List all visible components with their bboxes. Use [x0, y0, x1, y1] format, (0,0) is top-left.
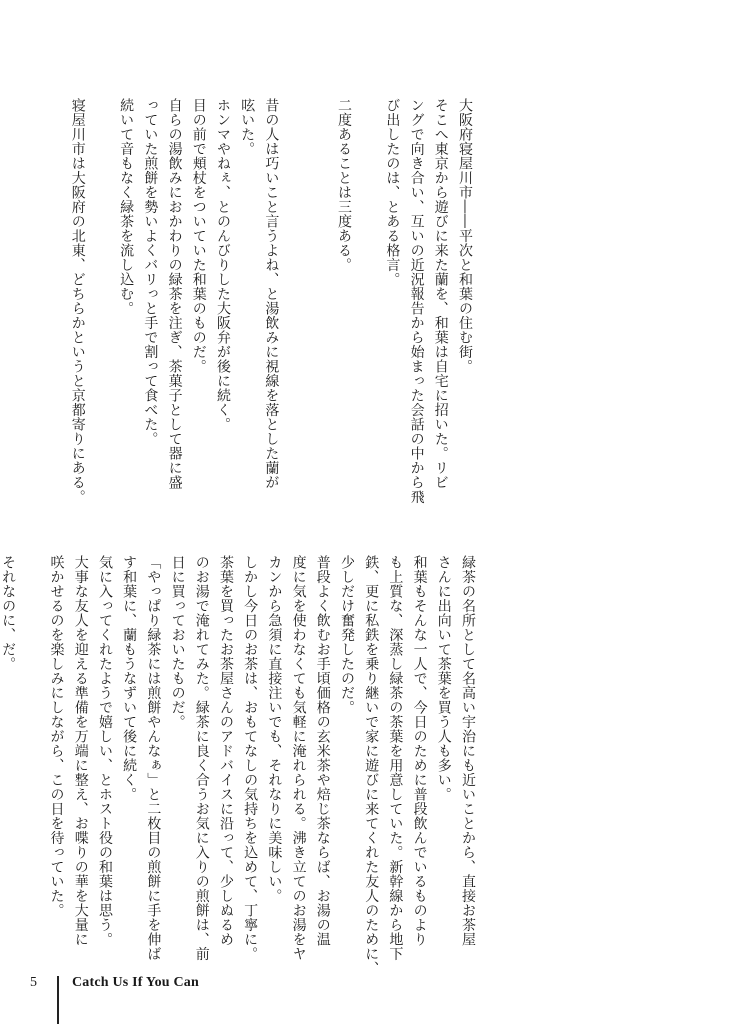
text-line: 目の前で頬杖をついていた和葉のものだ。 [190, 98, 207, 374]
text-line: 「やっぱり緑茶には煎餅やんなぁ」と二枚目の煎餅に手を伸ば [145, 555, 162, 961]
text-line: 昔の人は巧いこと言うよね、と湯飲みに視線を落とした蘭が [263, 98, 280, 490]
text-line: 呟いた。 [239, 98, 256, 156]
text-line: 自らの湯飲みにおかわりの緑茶を注ぎ、茶菓子として器に盛 [166, 98, 183, 490]
text-line: 咲かせるのを楽しみにしながら、この日を待っていた。 [48, 555, 65, 918]
text-line: 度に気を使わなくても気軽に淹れられる。沸き立てのお湯をヤ [290, 555, 307, 961]
text-line [308, 98, 332, 498]
text-line: ングで向き合い、互いの近況報告から始まった会話の中から飛 [408, 98, 425, 504]
text-line: 緑茶の名所として名高い宇治にも近いことから、直接お茶屋 [460, 555, 476, 947]
text-line: それなのに、だ。 [0, 555, 17, 671]
page-number: 5 [30, 975, 37, 990]
text-line: 続いて音もなく緑茶を流し込む。 [118, 98, 135, 316]
text-line [20, 555, 44, 955]
text-line: び出したのは、とある格言。 [384, 98, 401, 287]
text-line: さんに出向いて茶葉を買う人も多い。 [435, 555, 452, 802]
text-block-bottom [0, 555, 480, 976]
text-line: 鉄、更に私鉄を乗り継いで家に遊びに来てくれた友人のために、 [363, 555, 380, 976]
footer-rule [57, 976, 59, 1024]
text-line: 和葉もそんな一人で、今日のために普段飲んでいるものより [411, 555, 428, 947]
text-line: 気に入ってくれたようで嬉しい、とホスト役の和葉は思う。 [96, 555, 113, 947]
text-line: ホンマやねぇ、とのんびりした大阪弁が後に続く。 [214, 98, 231, 432]
text-line: しかし今日のお茶は、おもてなしの気持ちを込めて、丁寧に。 [242, 555, 259, 961]
text-line: カンから急須に直接注いでも、それなりに美味しい。 [266, 555, 283, 903]
text-line: っていた煎餅を勢いよくバリっと手で割って食べた。 [142, 98, 159, 446]
text-line: 普段よく飲むお手頃価格の玄米茶や焙じ茶ならば、お湯の温 [314, 555, 331, 947]
text-line: す和葉に、蘭もうなずいて後に続く。 [121, 555, 138, 802]
text-line: 大事な友人を迎える準備を万端に整え、お喋りの華を大量に [72, 555, 89, 947]
text-line: のお湯で淹れてみた。緑茶に良く合うお気に入りの煎餅は、前 [193, 555, 210, 961]
text-line [283, 98, 307, 498]
text-line: 寝屋川市は大阪府の北東、どちらかというと京都寄りにある。 [69, 98, 86, 504]
text-block-top [66, 98, 477, 504]
text-line: 日に買っておいたものだ。 [169, 555, 186, 729]
text-line: も上質な、深蒸し緑茶の茶葉を用意していた。新幹線から地下 [387, 555, 404, 961]
text-line [356, 98, 380, 498]
text-line [90, 98, 114, 498]
book-title: Catch Us If You Can [72, 975, 199, 990]
text-line: 茶葉を買ったお茶屋さんのアドバイスに沿って、少しぬるめ [217, 555, 234, 947]
text-line: 二度あることは三度ある。 [335, 98, 352, 272]
text-line: そこへ東京から遊びに来た蘭を、和葉は自宅に招いた。リビ [432, 98, 449, 490]
text-line: 大阪府寝屋川市――平次と和葉の住む街。 [457, 98, 473, 374]
text-line: 少しだけ奮発したのだ。 [338, 555, 355, 715]
